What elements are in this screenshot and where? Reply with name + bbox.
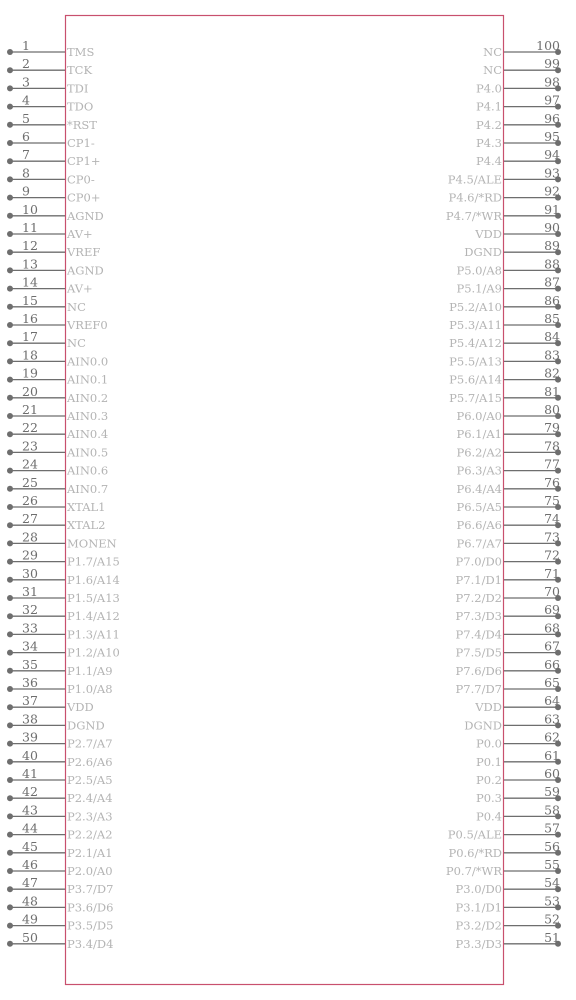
pin-number: 26	[22, 493, 38, 508]
pin-number: 41	[22, 766, 38, 781]
pin-17	[7, 329, 86, 350]
pin-number: 16	[22, 311, 38, 326]
pin-number: 56	[544, 838, 560, 854]
pin-name: P3.3/D3	[455, 936, 502, 951]
pin-name: P2.7/A7	[67, 736, 113, 751]
pin-end-dot	[7, 868, 13, 874]
pin-end-dot	[7, 85, 13, 91]
pin-number: 82	[544, 365, 560, 381]
pin-end-dot	[7, 195, 13, 201]
pin-end-dot	[7, 741, 13, 747]
pin-name: P3.2/D2	[455, 918, 502, 933]
pin-50	[7, 930, 113, 951]
pin-name: P2.3/A3	[67, 809, 113, 824]
pin-number: 88	[544, 256, 560, 272]
pin-name: AIN0.0	[67, 354, 109, 369]
pin-end-dot	[7, 340, 13, 346]
pin-number: 20	[22, 383, 38, 399]
pin-end-dot	[7, 504, 13, 510]
pin-name: DGND	[464, 245, 502, 260]
pin-number: 50	[22, 929, 38, 945]
pin-name: NC	[67, 299, 86, 314]
pin-name: P7.7/D7	[455, 682, 502, 696]
pin-number: 75	[544, 493, 560, 508]
pin-number: 31	[22, 584, 38, 599]
pin-number: 24	[22, 456, 38, 472]
pin-name: P6.3/A3	[456, 463, 502, 478]
pin-end-dot	[7, 832, 13, 838]
pin-end-dot	[7, 522, 13, 528]
pin-number: 97	[544, 92, 560, 108]
pin-number: 12	[22, 238, 38, 254]
pin-end-dot	[7, 686, 13, 692]
pin-name: P1.6/A14	[67, 572, 120, 587]
pin-name: P7.0/D0	[455, 554, 502, 569]
pin-4	[7, 93, 93, 114]
pin-number: 64	[544, 693, 560, 709]
pin-number: 21	[22, 402, 38, 417]
left-pin-column	[7, 38, 120, 951]
pin-number: 69	[544, 602, 560, 618]
pin-name: P4.0	[475, 81, 502, 96]
pin-name: P4.5/ALE	[447, 172, 502, 187]
pin-end-dot	[7, 213, 13, 219]
pin-number: 40	[22, 747, 38, 763]
pin-number: 49	[22, 911, 38, 927]
pin-15	[7, 293, 86, 314]
pin-number: 65	[544, 675, 560, 690]
pin-number: 74	[544, 511, 560, 527]
pin-end-dot	[7, 377, 13, 383]
pin-name: P1.0/A8	[67, 682, 113, 696]
pin-number: 15	[22, 292, 38, 308]
pin-name: P0.2	[475, 773, 502, 787]
pin-name: P5.7/A15	[449, 390, 502, 405]
pin-end-dot	[7, 795, 13, 801]
pin-name: CP0+	[67, 190, 101, 205]
pin-number: 94	[544, 147, 560, 163]
pin-number: 14	[22, 274, 38, 290]
pin-3	[7, 74, 88, 95]
pin-number: 68	[544, 620, 560, 636]
pin-end-dot	[7, 249, 13, 255]
pin-number: 84	[544, 329, 560, 345]
pin-number: 93	[544, 165, 560, 181]
pin-number: 32	[22, 602, 38, 618]
pin-number: 3	[22, 74, 30, 90]
pin-name: P5.4/A12	[449, 336, 502, 351]
pin-number: 58	[544, 802, 560, 818]
pin-end-dot	[7, 850, 13, 856]
pin-name: P4.6/*RD	[448, 190, 502, 205]
pin-number: 51	[544, 929, 560, 945]
pin-end-dot	[7, 231, 13, 237]
pin-11	[7, 220, 93, 241]
pin-number: 80	[544, 402, 560, 417]
pin-name: P4.2	[475, 117, 502, 132]
pin-number: 52	[544, 911, 560, 927]
pin-end-dot	[7, 176, 13, 182]
pin-name: P4.4	[475, 154, 502, 169]
pin-name: P1.3/A11	[67, 627, 120, 642]
pin-51	[456, 930, 561, 951]
pin-name: P7.4/D4	[455, 627, 502, 642]
pin-number: 10	[22, 201, 38, 217]
pin-end-dot	[7, 650, 13, 656]
pin-name: P1.7/A15	[67, 554, 120, 569]
pin-number: 63	[544, 711, 560, 727]
pin-name: CP0-	[67, 172, 95, 187]
pin-14	[7, 275, 93, 296]
pin-name: P0.4	[475, 809, 502, 824]
pin-name: P0.1	[475, 754, 502, 769]
pin-number: 35	[22, 656, 38, 672]
pin-name: P1.4/A12	[67, 609, 120, 624]
pin-end-dot	[7, 777, 13, 783]
pin-end-dot	[7, 49, 13, 55]
pin-name: P3.0/D0	[455, 882, 502, 897]
pin-end-dot	[7, 486, 13, 492]
pin-number: 47	[22, 875, 38, 891]
pin-end-dot	[7, 468, 13, 474]
pin-name: AV+	[67, 227, 93, 241]
pin-number: 87	[544, 274, 560, 290]
pin-end-dot	[7, 722, 13, 728]
pin-name: P1.5/A13	[67, 591, 120, 605]
pin-end-dot	[7, 322, 13, 328]
pin-end-dot	[7, 431, 13, 437]
pin-number: 28	[22, 529, 38, 545]
pin-name: TDI	[67, 81, 89, 96]
ic-body-outline	[66, 16, 504, 985]
pin-end-dot	[7, 267, 13, 273]
pin-number: 98	[544, 74, 560, 90]
pin-name: AIN0.2	[67, 390, 109, 405]
pin-name: P1.2/A10	[67, 645, 120, 660]
pin-number: 55	[544, 857, 560, 872]
pin-number: 11	[22, 220, 38, 235]
pin-number: 85	[544, 311, 560, 326]
pin-number: 2	[22, 56, 30, 72]
pin-number: 17	[22, 329, 38, 345]
pin-number: 27	[22, 511, 38, 527]
pin-name: P7.1/D1	[455, 572, 502, 587]
pin-name: P7.6/D6	[455, 663, 502, 678]
pin-12	[7, 238, 100, 259]
pin-name: DGND	[67, 718, 105, 733]
pin-name: AIN0.4	[67, 427, 109, 442]
pin-name: VDD	[475, 700, 502, 715]
pin-name: *RST	[67, 117, 97, 132]
pin-number: 91	[544, 201, 560, 217]
pin-name: P4.1	[475, 99, 502, 114]
pin-number: 60	[544, 766, 560, 781]
pin-name: P0.6/*RD	[448, 845, 502, 860]
pin-name: VREF	[67, 245, 101, 260]
pin-name: P3.5/D5	[67, 918, 114, 933]
pin-name: P5.2/A10	[449, 299, 502, 314]
pin-number: 59	[544, 784, 560, 800]
pin-name: AGND	[67, 263, 104, 278]
pin-number: 38	[22, 711, 38, 727]
pin-end-dot	[7, 941, 13, 947]
pin-number: 73	[544, 529, 560, 545]
pin-37	[7, 693, 94, 714]
pin-name: AIN0.6	[67, 463, 109, 478]
pin-number: 89	[544, 238, 560, 254]
pin-number: 77	[544, 456, 560, 472]
pin-number: 1	[22, 38, 30, 53]
pin-number: 43	[22, 802, 38, 818]
pin-end-dot	[7, 923, 13, 929]
pin-name: P2.2/A2	[67, 827, 113, 842]
pin-number: 42	[22, 784, 38, 800]
pin-number: 19	[22, 365, 38, 381]
pin-name: P2.1/A1	[67, 845, 113, 860]
pin-number: 86	[544, 292, 560, 308]
pin-number: 54	[544, 875, 560, 891]
pin-number: 25	[22, 474, 38, 490]
pin-end-dot	[7, 67, 13, 73]
pin-number: 5	[22, 110, 30, 126]
pin-end-dot	[7, 613, 13, 619]
pin-name: TDO	[67, 99, 94, 114]
pin-name: P6.6/A6	[456, 518, 502, 533]
pin-end-dot	[7, 413, 13, 419]
pin-number: 37	[22, 693, 38, 709]
pin-number: 66	[544, 656, 560, 672]
pin-number: 7	[22, 147, 30, 163]
pin-number: 70	[544, 584, 560, 599]
pin-number: 57	[544, 820, 560, 836]
pin-end-dot	[7, 813, 13, 819]
pin-name: AIN0.7	[67, 481, 109, 496]
pin-end-dot	[7, 140, 13, 146]
pin-end-dot	[7, 904, 13, 910]
pin-number: 4	[22, 92, 30, 108]
pin-end-dot	[7, 595, 13, 601]
pin-8	[7, 165, 95, 186]
pin-number: 79	[544, 420, 560, 436]
pin-name: P0.3	[475, 791, 502, 806]
pin-name: P0.5/ALE	[447, 827, 502, 842]
pin-name: P7.5/D5	[455, 645, 502, 660]
pin-name: P5.1/A9	[456, 281, 502, 296]
pin-number: 6	[22, 129, 30, 144]
pin-name: P0.7/*WR	[445, 864, 502, 878]
pin-name: NC	[483, 45, 502, 59]
pin-name: P2.4/A4	[67, 791, 113, 806]
pin-name: P6.2/A2	[456, 445, 502, 460]
pin-number: 22	[22, 420, 38, 436]
pin-name: CP1+	[67, 154, 101, 169]
pin-name: P6.1/A1	[456, 427, 502, 442]
pin-number: 9	[22, 183, 30, 199]
pin-name: P6.5/A5	[456, 500, 502, 514]
pin-end-dot	[7, 304, 13, 310]
pin-name: P0.0	[475, 736, 502, 751]
pin-name: VDD	[475, 227, 502, 241]
pin-name: P3.6/D6	[67, 900, 114, 915]
pin-2	[7, 56, 92, 77]
pin-number: 83	[544, 347, 560, 363]
pin-end-dot	[7, 395, 13, 401]
pin-number: 13	[22, 256, 38, 272]
pin-end-dot	[7, 704, 13, 710]
pin-1	[7, 38, 94, 59]
pin-name: P3.1/D1	[455, 900, 502, 915]
pin-end-dot	[7, 449, 13, 455]
pin-number: 90	[544, 220, 560, 235]
pin-name: P2.6/A6	[67, 754, 113, 769]
pin-name: P5.0/A8	[456, 263, 502, 278]
pin-end-dot	[7, 122, 13, 128]
pin-end-dot	[7, 631, 13, 637]
pin-name: VREF0	[67, 318, 108, 332]
pin-number: 46	[22, 857, 38, 872]
pin-name: XTAL1	[67, 500, 106, 514]
pin-number: 67	[544, 638, 560, 654]
pin-name: P5.5/A13	[449, 354, 502, 369]
pin-name: P4.7/*WR	[445, 208, 502, 223]
pin-name: P2.0/A0	[67, 864, 113, 878]
pin-end-dot	[7, 540, 13, 546]
pin-name: AIN0.3	[67, 409, 109, 423]
pin-name: MONEN	[67, 536, 117, 551]
pin-name: XTAL2	[67, 518, 106, 533]
pin-name: NC	[483, 63, 502, 78]
pin-name: CP1-	[67, 136, 95, 150]
pin-end-dot	[7, 668, 13, 674]
pin-number: 100	[536, 38, 560, 53]
pin-name: DGND	[464, 718, 502, 733]
pin-number: 23	[22, 438, 38, 454]
pin-number: 33	[22, 620, 38, 636]
pin-number: 92	[544, 183, 560, 199]
pin-name: P7.2/D2	[455, 591, 502, 605]
pin-name: P6.4/A4	[456, 481, 502, 496]
pin-number: 30	[22, 565, 38, 581]
pin-end-dot	[7, 358, 13, 364]
pin-end-dot	[7, 559, 13, 565]
pin-number: 81	[544, 383, 560, 399]
pin-name: P3.4/D4	[67, 936, 114, 951]
pin-name: TMS	[67, 45, 95, 59]
pin-number: 62	[544, 729, 560, 745]
pin-number: 29	[22, 547, 38, 563]
pin-number: 95	[544, 129, 560, 144]
pin-name: AIN0.5	[67, 445, 109, 460]
pin-number: 39	[22, 729, 38, 745]
pin-number: 72	[544, 547, 560, 563]
pin-number: 99	[544, 56, 560, 72]
pin-number: 36	[22, 675, 38, 690]
pin-name: AV+	[67, 281, 93, 296]
pin-name: NC	[67, 336, 86, 351]
pin-name: TCK	[67, 63, 93, 78]
pin-number: 48	[22, 893, 38, 909]
pin-name: AIN0.1	[67, 372, 109, 387]
pin-name: P2.5/A5	[67, 773, 113, 787]
pin-number: 45	[22, 838, 38, 854]
pin-name: P5.6/A14	[449, 372, 502, 387]
pin-end-dot	[7, 759, 13, 765]
pin-end-dot	[7, 104, 13, 110]
pin-5	[7, 111, 97, 132]
pin-number: 61	[544, 747, 560, 763]
pin-end-dot	[7, 577, 13, 583]
pin-number: 76	[544, 474, 560, 490]
pin-name: P6.7/A7	[456, 536, 502, 551]
pin-number: 96	[544, 110, 560, 126]
pin-name: P7.3/D3	[455, 609, 502, 624]
pin-number: 53	[544, 893, 560, 909]
pin-6	[7, 129, 95, 150]
pin-number: 71	[544, 565, 560, 581]
pin-name: P6.0/A0	[456, 409, 502, 423]
pin-number: 8	[22, 165, 30, 181]
pin-number: 44	[22, 820, 38, 836]
pin-number: 34	[22, 638, 38, 654]
pin-end-dot	[7, 158, 13, 164]
pin-end-dot	[7, 886, 13, 892]
pin-name: AGND	[67, 208, 104, 223]
pin-number: 78	[544, 438, 560, 454]
pin-name: P1.1/A9	[67, 663, 113, 678]
pin-number: 18	[22, 347, 38, 363]
pin-name: P3.7/D7	[67, 882, 114, 897]
pin-name: P4.3	[475, 136, 502, 150]
pin-end-dot	[7, 286, 13, 292]
pin-name: P5.3/A11	[449, 318, 502, 332]
pin-name: VDD	[67, 700, 94, 715]
